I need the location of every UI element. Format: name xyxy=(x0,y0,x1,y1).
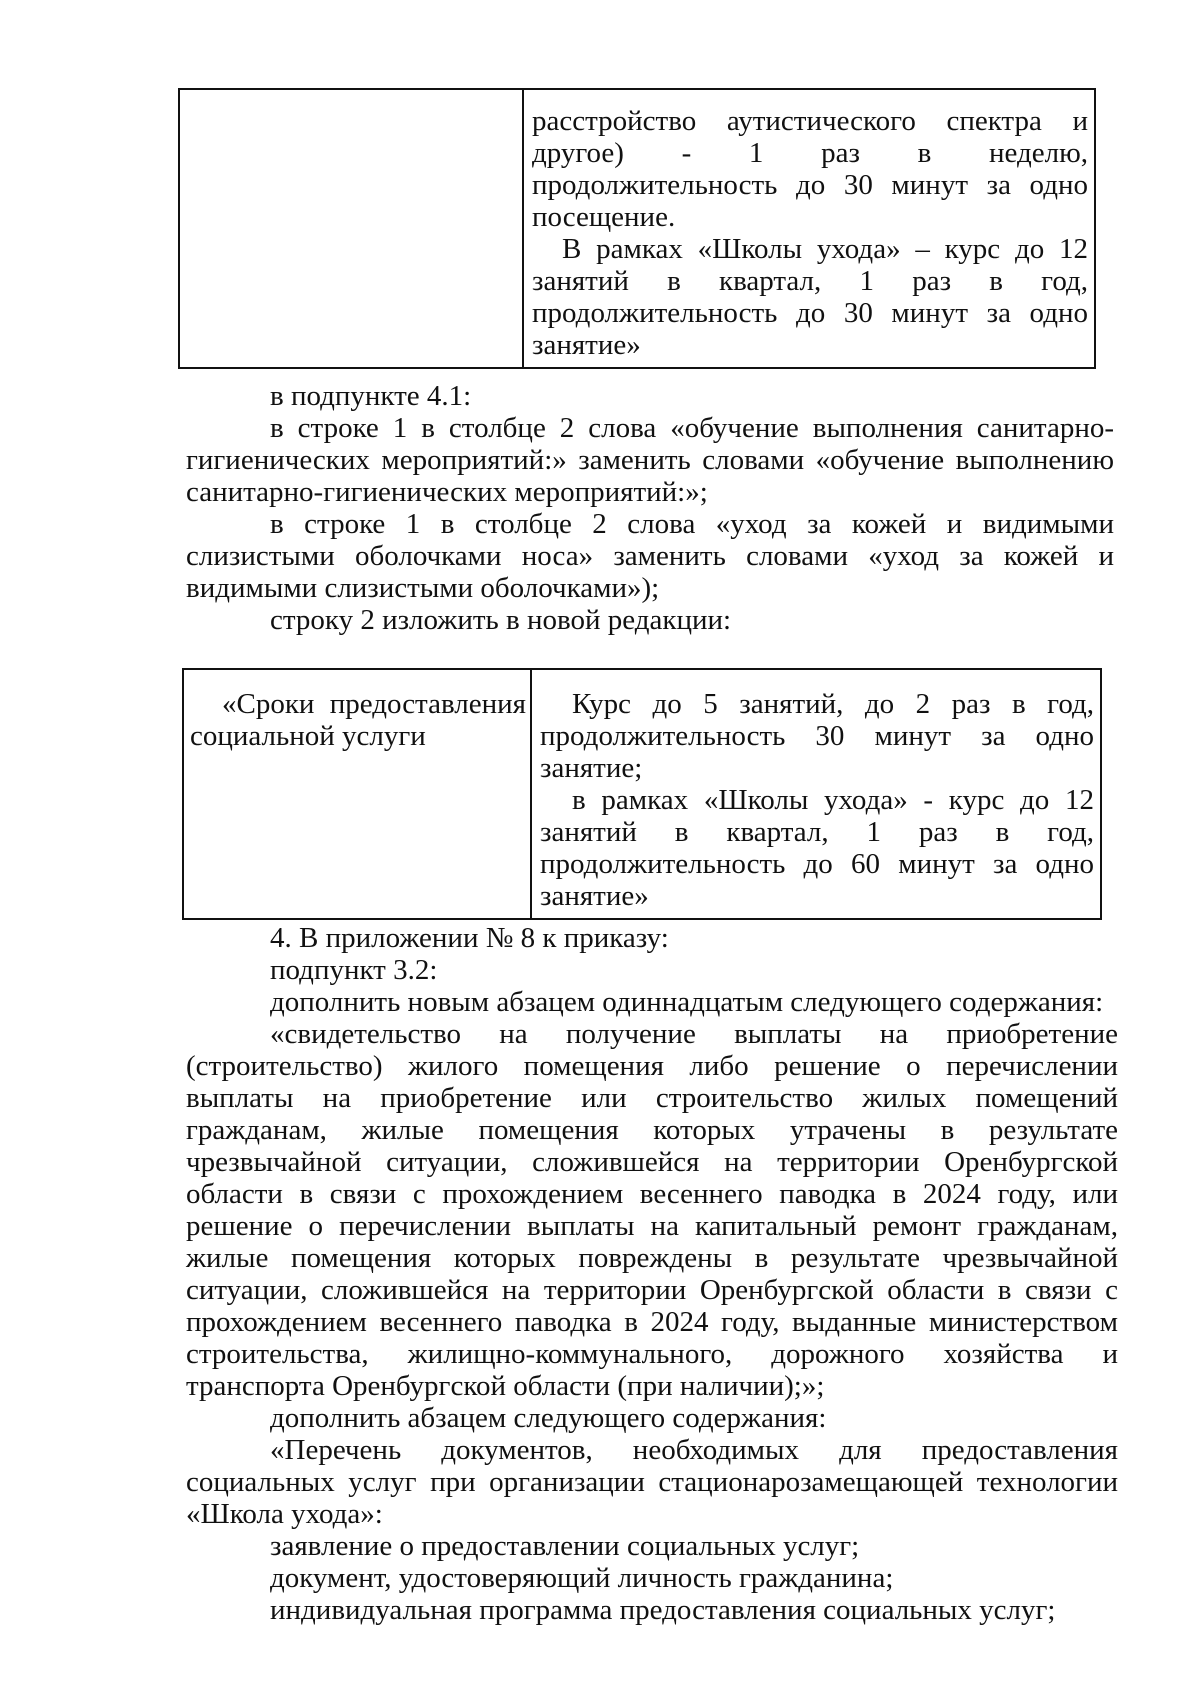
amendment-text-4-1 xyxy=(186,380,1114,636)
table-cell-label xyxy=(183,669,531,919)
paragraph: в подпункте 4.1: xyxy=(270,380,472,412)
table-row xyxy=(179,89,1095,368)
paragraph: индивидуальная программа предоставления социальных услуг; xyxy=(270,1594,1056,1626)
cell-paragraph: Курс до 5 занятий, до 2 раз в год, продолжительность 30 минут за одно занятие; xyxy=(540,688,1094,784)
paragraph: заявление о предоставлении социальных услуг; xyxy=(270,1530,860,1562)
paragraph: «Перечень документов, необходимых для предоставления социальных услуг при организации стационарозамещающей технологии «Школа ухода»: xyxy=(186,1434,1118,1530)
paragraph: дополнить абзацем следующего содержания: xyxy=(270,1402,827,1434)
cell-paragraph: расстройство аутистического спектра и другое) - 1 раз в неделю, продолжительность до 30 минут за одно посещение. xyxy=(532,105,1088,233)
table-cell-terms xyxy=(523,89,1095,368)
paragraph: подпункт 3.2: xyxy=(270,954,438,986)
cell-paragraph: В рамках «Школы ухода» – курс до 12 занятий в квартал, 1 раз в год, продолжительность до 30 минут за одно занятие» xyxy=(532,233,1088,361)
cell-paragraph: в рамках «Школы ухода» - курс до 12 занятий в квартал, 1 раз в год, продолжительность до 60 минут за одно занятие» xyxy=(540,784,1094,912)
cell-paragraph: «Сроки предоставления социальной услуги xyxy=(190,688,526,752)
services-table-row2 xyxy=(182,668,1102,920)
amendment-text-appendix-8 xyxy=(186,922,1118,1626)
paragraph: «свидетельство на получение выплаты на приобретение (строительство) жилого помещения либо решение о перечислении выплаты на приобретение или строительство жилых помещений гражданам, жилые помещения которых утрачены в результате чрезвычайной ситуации, сложившейся на территории Оренбургской области в связи с прохождением весеннего паводка в 2024 году, или решение о перечислении выплаты на капитальный ремонт гражданам, жилые помещения которых повреждены в результате чрезвычайной ситуации, сложившейся на территории Оренбургской области в связи с прохождением весеннего паводка в 2024 году, выданные министерством строительства, жилищно-коммунального, дорожного хозяйства и транспорта Оренбургской области (при наличии);»; xyxy=(186,1018,1118,1402)
table-cell-empty xyxy=(179,89,523,368)
paragraph: строку 2 изложить в новой редакции: xyxy=(270,604,732,636)
paragraph: дополнить новым абзацем одиннадцатым следующего содержания: xyxy=(270,986,1104,1018)
services-table-continued xyxy=(178,88,1096,369)
paragraph: 4. В приложении № 8 к приказу: xyxy=(270,922,669,954)
table-row xyxy=(183,669,1101,919)
table-cell-terms xyxy=(531,669,1101,919)
paragraph: в строке 1 в столбце 2 слова «обучение выполнения санитарно-гигиенических мероприятий:» заменить словами «обучение выполнению санитарно-гигиенических мероприятий:»; xyxy=(186,412,1114,508)
paragraph: документ, удостоверяющий личность гражданина; xyxy=(270,1562,894,1594)
paragraph: в строке 1 в столбце 2 слова «уход за кожей и видимыми слизистыми оболочками носа» заменить словами «уход за кожей и видимыми слизистыми оболочками»); xyxy=(186,508,1114,604)
